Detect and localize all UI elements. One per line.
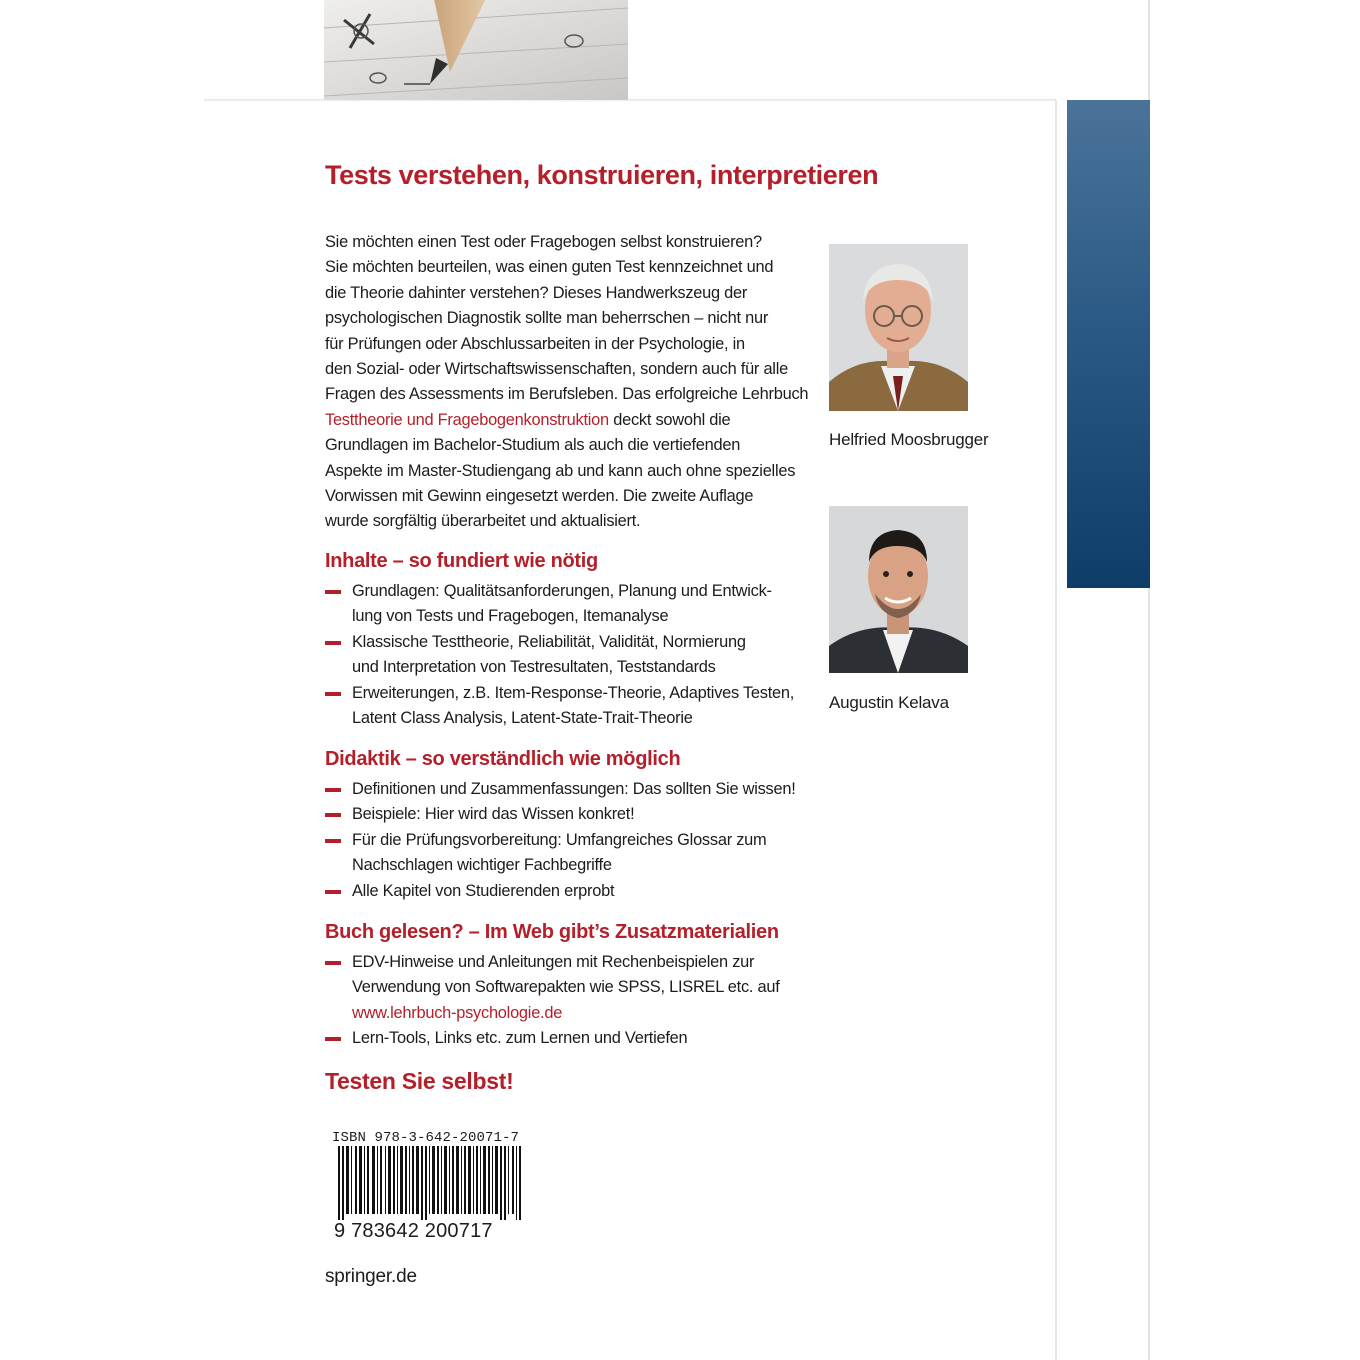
list-item xyxy=(325,579,794,630)
list-item-line: Grundlagen: Qualitätsanforderungen, Planung und Entwick- xyxy=(352,582,772,600)
list-item-line: Nachschlagen wichtiger Fachbegriffe xyxy=(352,856,612,875)
back-cover-title: Tests verstehen, konstruieren, interpretieren xyxy=(325,160,879,190)
section-heading-didaktik: Didaktik – so verständlich wie möglich xyxy=(325,748,681,770)
author-name: Augustin Kelava xyxy=(829,693,949,712)
intro-line: Grundlagen im Bachelor-Studium als auch die vertiefenden xyxy=(325,436,741,455)
intro-line: die Theorie dahinter verstehen? Dieses Handwerkszeug der xyxy=(325,283,748,302)
list-item-line: Beispiele: Hier wird das Wissen konkret! xyxy=(352,805,635,824)
intro-paragraph xyxy=(325,230,809,535)
list-item-line: Erweiterungen, z.B. Item-Response-Theorie, Adaptives Testen, xyxy=(352,683,795,702)
list-item xyxy=(325,828,796,879)
publisher-url[interactable]: springer.de xyxy=(325,1266,417,1287)
author-photo-moosbrugger xyxy=(829,244,968,411)
bullet-dash xyxy=(325,1037,341,1041)
inhalte-list xyxy=(325,579,794,731)
intro-line: für Prüfungen oder Abschlussarbeiten in der Psychologie, in xyxy=(325,334,745,353)
intro-line: Vorwissen mit Gewinn eingesetzt werden. Die zweite Auflage xyxy=(325,487,754,506)
intro-line: den Sozial- oder Wirtschaftswissenschaften, sondern auch für alle xyxy=(325,360,788,379)
website-link[interactable]: www.lehrbuch-psychologie.de xyxy=(352,1003,563,1022)
bullet-dash xyxy=(325,961,341,965)
bullet-dash xyxy=(325,813,341,817)
intro-line: psychologischen Diagnostik sollte man beherrschen – nicht nur xyxy=(325,309,769,328)
intro-line: Sie möchten beurteilen, was einen guten Test kennzeichnet und xyxy=(325,258,774,277)
list-item-line: Klassische Testtheorie, Reliabilität, Validität, Normierung xyxy=(352,632,746,651)
list-item-line: Alle Kapitel von Studierenden erprobt xyxy=(352,881,615,900)
list-item-line: EDV-Hinweise und Anleitungen mit Rechenbeispielen zur xyxy=(352,953,755,971)
list-item-line: Verwendung von Softwarepakten wie SPSS, LISREL etc. auf xyxy=(352,978,780,997)
intro-line: Sie möchten einen Test oder Fragebogen selbst konstruieren? xyxy=(325,233,762,251)
barcode-digits: 9 783642 200717 xyxy=(334,1220,493,1242)
list-item xyxy=(325,681,794,732)
didaktik-list xyxy=(325,777,796,904)
intro-line-rest: deckt sowohl die xyxy=(608,410,731,429)
bullet-dash xyxy=(325,641,341,645)
list-item-line: und Interpretation von Testresultaten, Teststandards xyxy=(352,658,716,677)
list-item xyxy=(325,879,796,904)
bullet-dash xyxy=(325,692,341,696)
list-item xyxy=(325,1026,780,1051)
closing-heading: Testen Sie selbst! xyxy=(325,1068,514,1094)
list-item-line: Lern-Tools, Links etc. zum Lernen und Vertiefen xyxy=(352,1029,688,1048)
isbn-barcode xyxy=(332,1130,544,1246)
bullet-dash xyxy=(325,590,341,594)
list-item-line: lung von Tests und Fragebogen, Itemanalyse xyxy=(352,607,669,626)
intro-line: wurde sorgfältig überarbeitet und aktualisiert. xyxy=(325,512,641,531)
list-item xyxy=(325,950,780,1026)
blue-band xyxy=(1067,100,1150,588)
isbn-number: ISBN 978-3-642-20071-7 xyxy=(332,1130,520,1146)
bullet-dash xyxy=(325,788,341,792)
list-item-line: Definitionen und Zusammenfassungen: Das sollten Sie wissen! xyxy=(352,780,796,798)
list-item xyxy=(325,777,796,802)
intro-line xyxy=(325,408,795,433)
list-item xyxy=(325,802,796,827)
book-title-link: Testtheorie und Fragebogenkonstruktion xyxy=(325,410,609,429)
barcode-bars xyxy=(332,1146,522,1220)
list-item-line: Für die Prüfungsvorbereitung: Umfangreiches Glossar zum xyxy=(352,830,767,849)
list-item-line: Latent Class Analysis, Latent-State-Trait-Theorie xyxy=(352,709,693,728)
bullet-dash xyxy=(325,890,341,894)
bullet-dash xyxy=(325,839,341,843)
section-heading-inhalte: Inhalte – so fundiert wie nötig xyxy=(325,550,598,572)
section-heading-web: Buch gelesen? – Im Web gibt’s Zusatzmaterialien xyxy=(325,921,779,943)
questionnaire-photo xyxy=(324,0,628,100)
intro-line: Fragen des Assessments im Berufsleben. Das erfolgreiche Lehrbuch xyxy=(325,385,809,404)
list-item xyxy=(325,630,794,681)
author-photo-kelava xyxy=(829,506,968,673)
author-name: Helfried Moosbrugger xyxy=(829,430,989,449)
intro-line: Aspekte im Master-Studiengang ab und kann auch ohne spezielles xyxy=(325,461,796,480)
page-right-edge xyxy=(1055,100,1057,1360)
web-list xyxy=(325,950,780,1052)
